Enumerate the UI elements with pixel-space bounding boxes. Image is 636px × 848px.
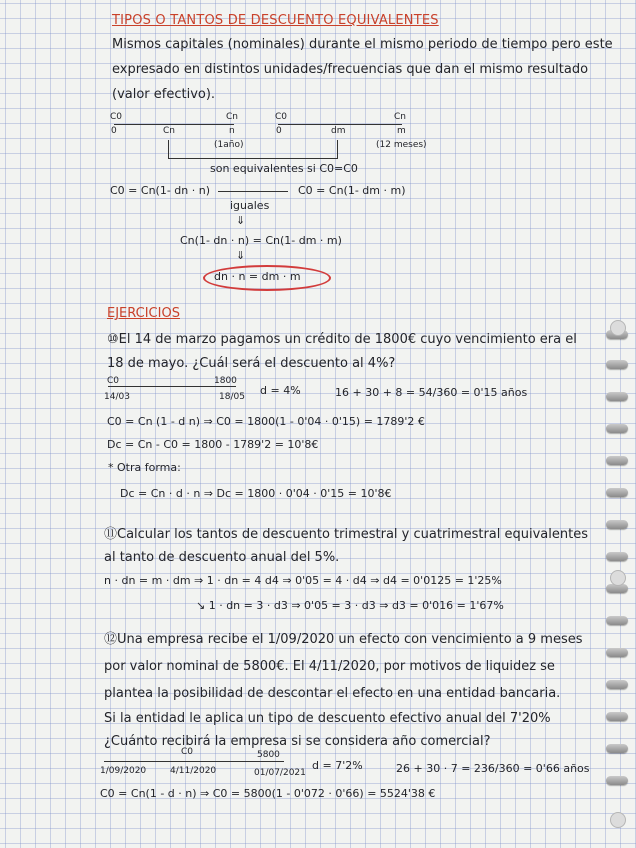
- diagram-label: C0: [110, 112, 123, 122]
- days-calc: 16 + 30 + 8 = 54/360 = 0'15 años: [335, 386, 528, 399]
- exercise-text: ⑫Una empresa recibe el 1/09/2020 un efecto con vencimiento a 9 meses: [104, 632, 583, 647]
- result-formula: dn · n = dm · m: [214, 270, 301, 283]
- spiral-ring: [606, 712, 628, 721]
- exercise-text: al tanto de descuento anual del 5%.: [104, 550, 340, 565]
- arrow-line: [218, 191, 288, 192]
- formula: C0 = Cn(1- dm · m): [298, 184, 406, 197]
- formula: Cn(1- dn · n) = Cn(1- dm · m): [180, 234, 342, 247]
- diagram-label: (12 meses): [376, 140, 427, 150]
- spiral-ring: [606, 488, 628, 497]
- intro-line: expresado en distintos unidades/frecuencias que dan el mismo resultado: [112, 62, 589, 77]
- timeline-label: 1/09/2020: [100, 766, 147, 776]
- spiral-ring: [606, 520, 628, 529]
- diagram-label: Cn: [394, 112, 406, 122]
- down-arrow: ⇓: [236, 249, 246, 262]
- calc-line: Dc = Cn · d · n ⇒ Dc = 1800 · 0'04 · 0'15 = 10'8€: [120, 487, 392, 500]
- page-title: TIPOS O TANTOS DE DESCUENTO EQUIVALENTES: [112, 13, 439, 28]
- diagram-label: Cn: [163, 126, 175, 136]
- calc-line: n · dn = m · dm ⇒ 1 · dn = 4 d4 ⇒ 0'05 = 4 · d4 ⇒ d4 = 0'0125 = 1'25%: [104, 574, 502, 587]
- timeline-label: 01/07/2021: [254, 768, 306, 778]
- rate-value: d = 4%: [260, 384, 301, 397]
- spiral-ring: [606, 360, 628, 369]
- down-arrow: ⇓: [236, 214, 246, 227]
- intro-line: (valor efectivo).: [112, 87, 216, 102]
- timeline-label: 14/03: [104, 392, 130, 402]
- bracket-line: [337, 140, 338, 158]
- timeline-label: C0: [107, 376, 120, 386]
- spiral-ring: [606, 680, 628, 689]
- exercise-text: por valor nominal de 5800€. El 4/11/2020, por motivos de liquidez se: [104, 659, 555, 674]
- spiral-ring: [606, 616, 628, 625]
- spiral-ring: [606, 744, 628, 753]
- diagram-label: dm: [331, 126, 346, 136]
- timeline: [278, 124, 402, 125]
- exercise-text: plantea la posibilidad de descontar el efecto en una entidad bancaria.: [104, 686, 561, 701]
- calc-line: * Otra forma:: [108, 461, 181, 474]
- calc-line: ↘ 1 · dn = 3 · d3 ⇒ 0'05 = 3 · d3 ⇒ d3 = 0'016 = 1'67%: [196, 599, 504, 612]
- calc-line: Dc = Cn - C0 = 1800 - 1789'2 = 10'8€: [107, 438, 319, 451]
- timeline-label: 1800: [214, 376, 237, 386]
- spiral-ring: [606, 776, 628, 785]
- section-title: EJERCICIOS: [107, 306, 180, 321]
- timeline: [104, 761, 284, 762]
- diagram-label: 0: [276, 126, 282, 136]
- calc-line: C0 = Cn (1 - d n) ⇒ C0 = 1800(1 - 0'04 · 0'15) = 1789'2 €: [107, 415, 425, 428]
- spiral-ring: [606, 552, 628, 561]
- timeline-label: 18/05: [219, 392, 245, 402]
- diagram-label: C0: [275, 112, 288, 122]
- spiral-ring: [606, 648, 628, 657]
- punch-hole: [610, 320, 626, 336]
- diagram-label: (1año): [214, 140, 244, 150]
- punch-hole: [610, 812, 626, 828]
- exercise-text: ⑩El 14 de marzo pagamos un crédito de 1800€ cuyo vencimiento era el: [107, 332, 577, 347]
- punch-hole: [610, 570, 626, 586]
- spiral-ring: [606, 424, 628, 433]
- intro-line: Mismos capitales (nominales) durante el mismo periodo de tiempo pero este: [112, 37, 613, 52]
- calc-line: C0 = Cn(1 - d · n) ⇒ C0 = 5800(1 - 0'072 · 0'66) = 5524'38 €: [100, 787, 436, 800]
- diagram-label: n: [229, 126, 235, 136]
- exercise-text: ⑪Calcular los tantos de descuento trimestral y cuatrimestral equivalentes: [104, 527, 588, 542]
- equivalence-note: son equivalentes si C0=C0: [210, 162, 358, 175]
- diagram-label: m: [397, 126, 406, 136]
- timeline-label: 5800: [257, 750, 280, 760]
- timeline-label: 4/11/2020: [170, 766, 217, 776]
- formula-note: iguales: [230, 199, 270, 212]
- spiral-ring: [606, 456, 628, 465]
- spiral-ring: [606, 392, 628, 401]
- formula: C0 = Cn(1- dn · n): [110, 184, 211, 197]
- exercise-text: ¿Cuánto recibirá la empresa si se considera año comercial?: [104, 734, 491, 749]
- rate-value: d = 7'2%: [312, 759, 363, 772]
- exercise-text: Si la entidad le aplica un tipo de descuento efectivo anual del 7'20%: [104, 711, 551, 726]
- exercise-text: 18 de mayo. ¿Cuál será el descuento al 4%?: [107, 356, 396, 371]
- days-calc: 26 + 30 · 7 = 236/360 = 0'66 años: [396, 762, 590, 775]
- diagram-label: Cn: [226, 112, 238, 122]
- diagram-label: 0: [111, 126, 117, 136]
- timeline: [114, 124, 234, 125]
- timeline-label: C0: [181, 747, 194, 757]
- timeline: [108, 386, 236, 387]
- bracket-line: [168, 140, 169, 158]
- bracket-line: [168, 158, 338, 159]
